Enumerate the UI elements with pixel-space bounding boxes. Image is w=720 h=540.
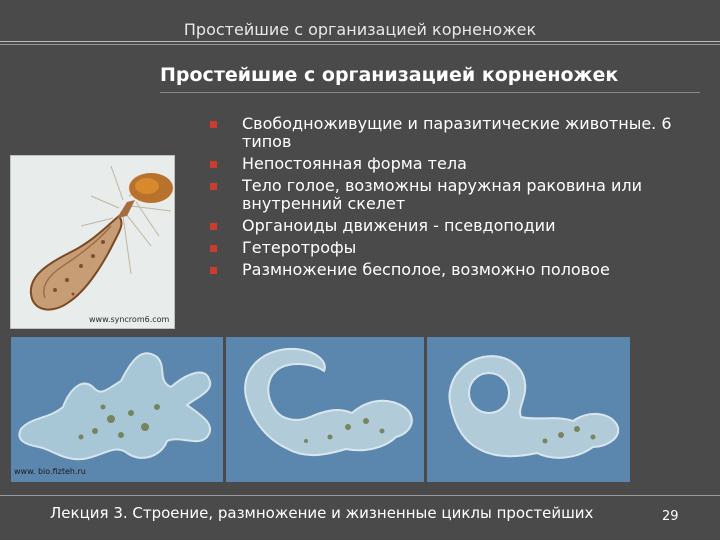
bullet-square-icon <box>210 183 217 190</box>
photo-caption: www.syncrom6.com <box>89 315 170 324</box>
amoeba-shape-3 <box>427 337 630 482</box>
bullet-text: Непостоянная форма тела <box>242 154 467 173</box>
footer-text: Лекция 3. Строение, размножение и жизненные циклы простейших <box>50 504 594 522</box>
bullet-item <box>210 239 690 257</box>
bullet-list <box>210 115 690 283</box>
bullet-square-icon <box>210 121 217 128</box>
bullet-item <box>210 217 690 235</box>
bullet-text: Тело голое, возможны наружная раковина или внутренний скелет <box>242 176 643 213</box>
strip-caption: www. bio.fizteh.ru <box>14 467 86 476</box>
amoeba-shape-2 <box>226 337 424 482</box>
bullet-text: Гетеротрофы <box>242 238 357 257</box>
page-number: 29 <box>662 509 679 524</box>
amoeba-micrograph-2 <box>226 337 424 482</box>
bullet-item <box>210 155 690 173</box>
top-title: Простейшие с организацией корненожек <box>183 20 537 39</box>
bullet-item <box>210 261 690 279</box>
slide-heading: Простейшие с организацией корненожек <box>160 64 619 86</box>
amoeba-shape-1 <box>11 337 223 482</box>
bullet-item <box>210 177 690 213</box>
bullet-square-icon <box>210 245 217 252</box>
top-bar <box>0 0 720 45</box>
amoeba-photo-main <box>10 155 175 329</box>
bullet-item <box>210 115 690 151</box>
amoeba-micrograph-3 <box>427 337 630 482</box>
amoeba-micrograph-1 <box>11 337 223 482</box>
amoeba-illustration <box>11 156 174 328</box>
bullet-square-icon <box>210 161 217 168</box>
bullet-text: Размножение бесполое, возможно половое <box>242 260 610 279</box>
bullet-square-icon <box>210 267 217 274</box>
bullet-text: Органоиды движения - псевдоподии <box>242 216 556 235</box>
top-divider <box>0 41 720 42</box>
footer-divider <box>0 495 720 496</box>
bullet-text: Свободноживущие и паразитические животные. 6 типов <box>242 114 672 151</box>
bullet-square-icon <box>210 223 217 230</box>
heading-divider <box>160 92 700 93</box>
